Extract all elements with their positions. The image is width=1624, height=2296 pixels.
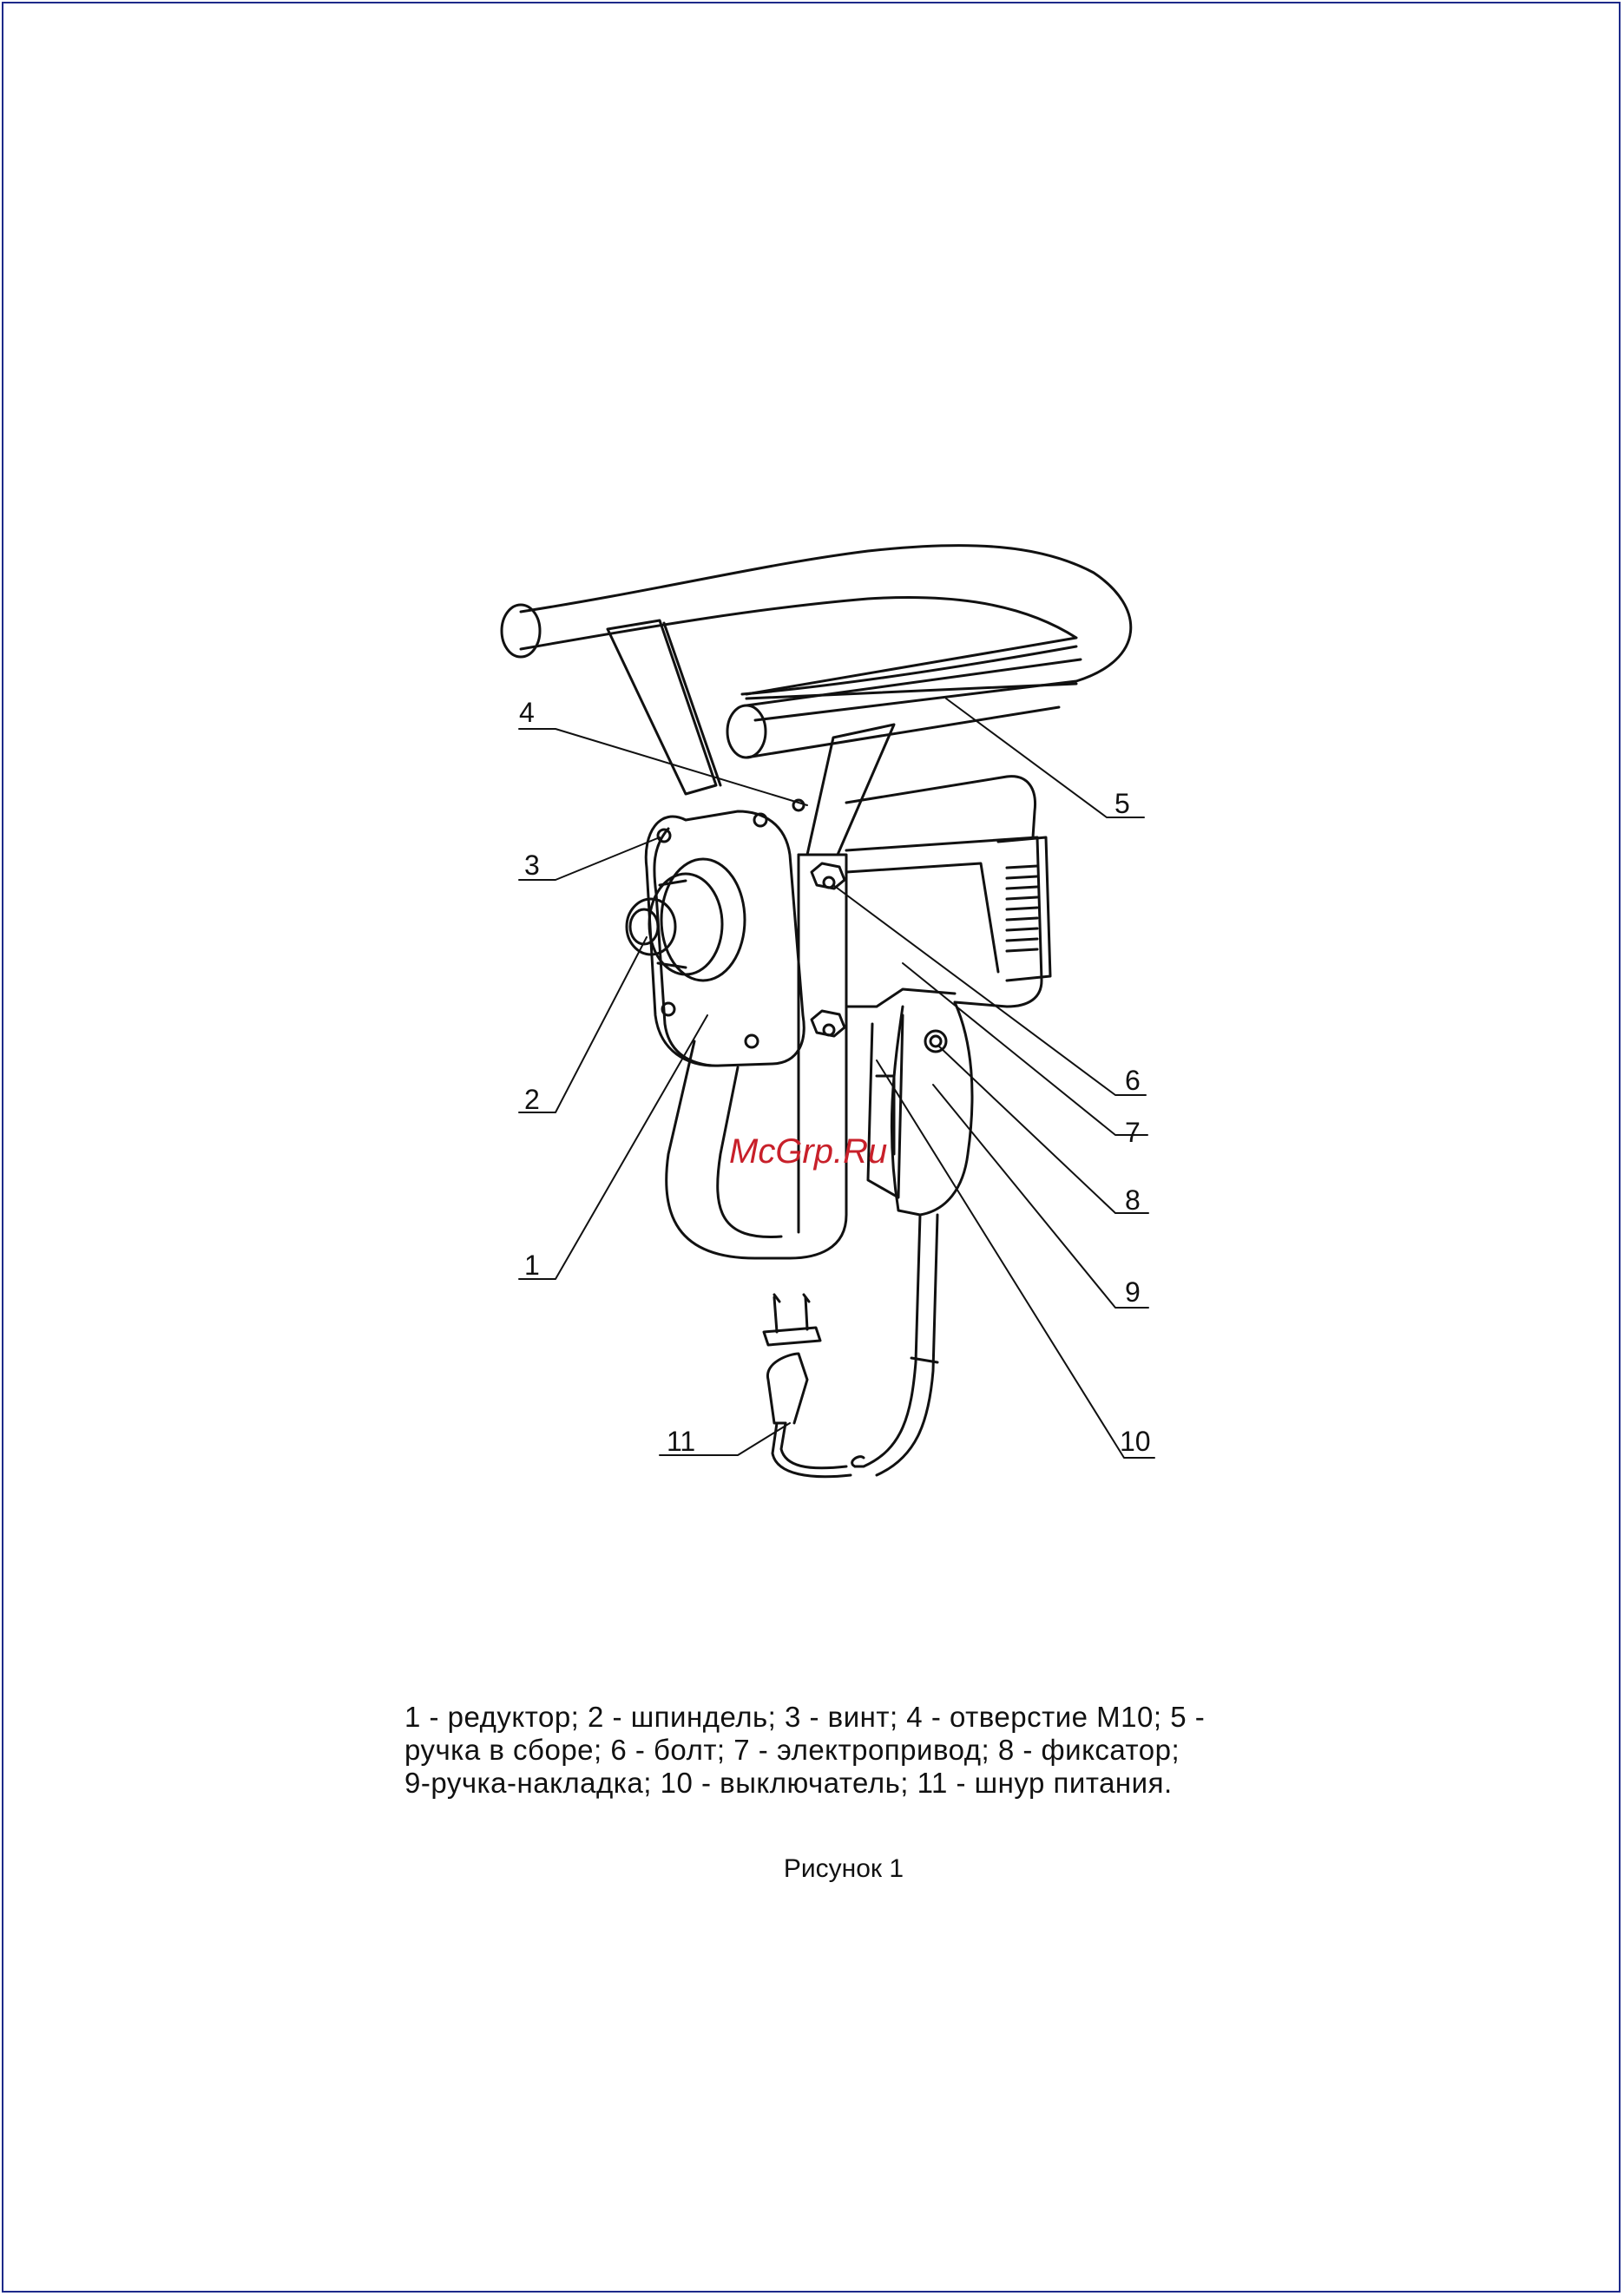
callouts	[519, 697, 1151, 1457]
callout-6: 6	[1125, 1065, 1141, 1096]
figure-title: Рисунок 1	[783, 1854, 904, 1883]
motor-housing	[846, 777, 1050, 1007]
callout-5: 5	[1114, 788, 1130, 819]
left-strap	[608, 620, 720, 794]
figure-legend	[404, 1701, 1307, 1800]
legend-line: ручка в сборе; 6 - болт; 7 - электропривод; 8 - фиксатор;	[404, 1734, 1180, 1766]
frame-strap	[667, 725, 894, 1258]
callout-2: 2	[524, 1084, 540, 1115]
legend-line: 9-ручка-накладка; 10 - выключатель; 11 - шнур питания.	[404, 1767, 1173, 1799]
callout-7: 7	[1125, 1117, 1141, 1148]
watermark: McGrp.Ru	[729, 1132, 888, 1171]
callout-11: 11	[667, 1426, 696, 1457]
callout-8: 8	[1125, 1184, 1141, 1216]
legend-line: 1 - редуктор; 2 - шпиндель; 3 - винт; 4 - отверстие М10; 5 -	[404, 1701, 1206, 1733]
leader-lines	[519, 699, 1154, 1458]
pistol-grip	[868, 1002, 972, 1215]
callout-3: 3	[524, 850, 540, 881]
power-cord	[764, 1215, 937, 1477]
callout-10: 10	[1120, 1426, 1151, 1457]
callout-1: 1	[524, 1250, 540, 1281]
callout-4: 4	[519, 697, 535, 728]
handle-assembly	[502, 546, 1131, 758]
callout-9: 9	[1125, 1276, 1141, 1308]
